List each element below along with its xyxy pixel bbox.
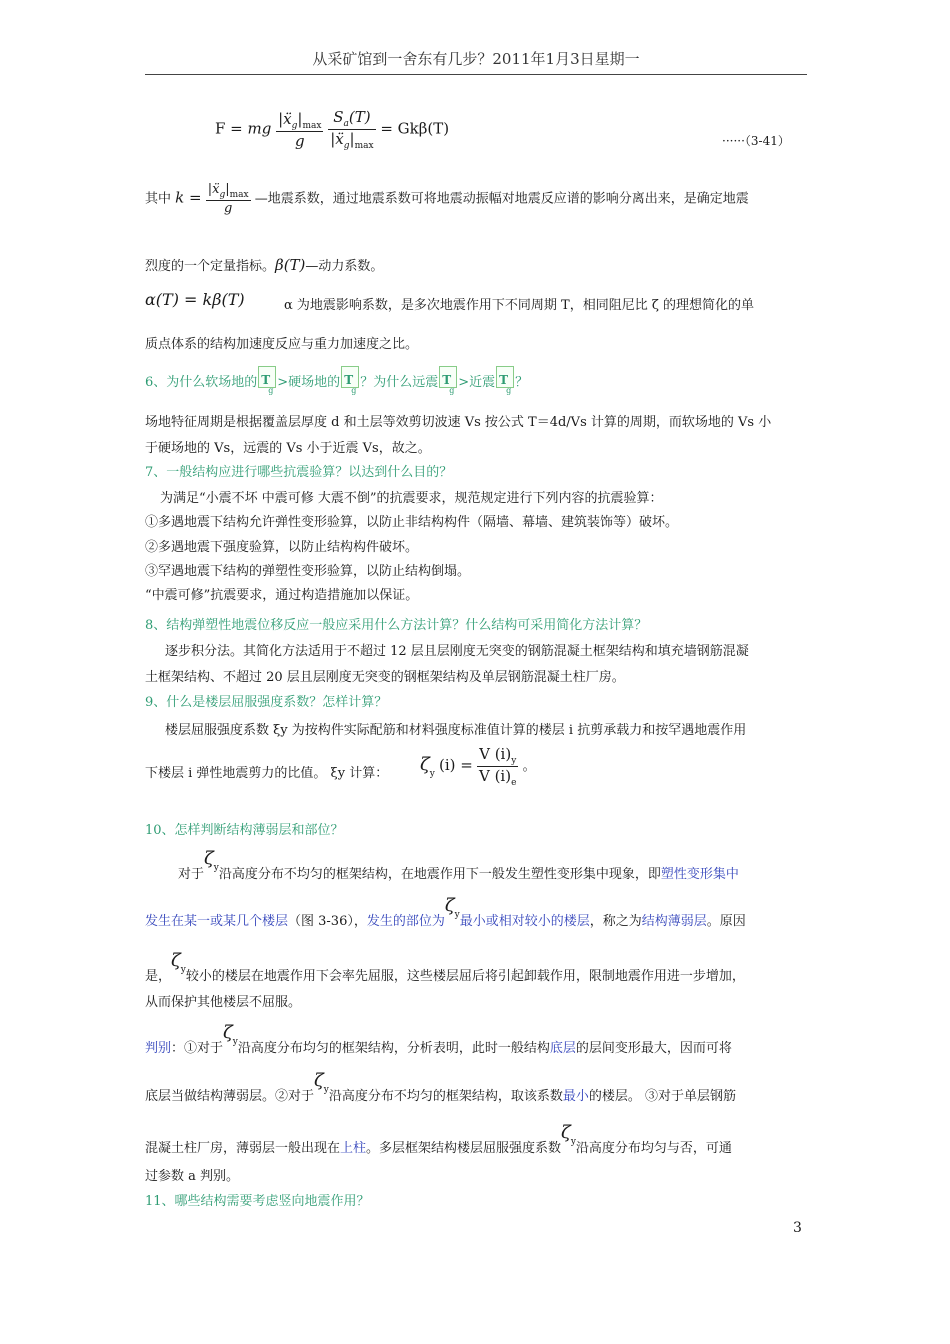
judge-l1-b: 沿高度分布均匀的框架结构，分析表明，此时一般结构 (237, 1041, 550, 1056)
judge-label: 判别 (145, 1041, 172, 1056)
answer-7-line1: 为满足“小震不坏 中震可修 大震不倒”的抗震要求，规范规定进行下列内容的抗震验算： (160, 491, 663, 506)
answer-10-line1 (178, 848, 739, 882)
zeta-y-sub: y (323, 1085, 329, 1095)
zeta-symbol: ζ (561, 1122, 571, 1143)
zeta-symbol: ζ (420, 754, 430, 775)
answer-7-line2: ①多遇地震下结构允许弹性变形验算，以防止非结构构件（隔墙、幕墙、建筑装饰等）破坏。 (145, 515, 679, 530)
answer-6-line2: 于硬场地的 Vs，远震的 Vs 小于近震 Vs，故之。 (145, 441, 431, 456)
q6-part3: ？为什么远震 (360, 375, 439, 390)
k-definition-line (145, 182, 749, 216)
a10-l2-mid2: ，称之为 (589, 914, 642, 929)
a10-l2-blue4: 结构薄弱层 (641, 914, 707, 929)
judge-l3-blue: 上柱 (340, 1141, 367, 1156)
a10-l3-text: 较小的楼层在地震作用下会率先屈服，这些楼层屈后将引起卸载作用，限制地震作用进一步增加， (185, 969, 745, 984)
alpha-line2: 质点体系的结构加速度反应与重力加速度之比。 (145, 337, 419, 352)
formula-g-sub-den: g (343, 141, 350, 151)
answer-10-line2 (145, 895, 746, 929)
judge-line2 (145, 1070, 737, 1104)
a10-l2-mid: （图 3-36）， (288, 914, 367, 929)
zeta-y-sub: y (570, 1137, 576, 1147)
k-prefix: 其中 (145, 191, 172, 207)
zeta-symbol: ζ (444, 895, 455, 916)
answer-7-line3: ②多遇地震下强度验算，以防止结构构件破坏。 (145, 540, 419, 555)
xi-num-sub: y (511, 756, 517, 766)
formula-x-abs: |ẍ (278, 109, 292, 128)
formula-x-abs-den: |ẍ (330, 130, 344, 148)
formula-den-g: g (294, 131, 305, 150)
xi-num: V (i) (479, 745, 512, 763)
alpha-formula: α(T) = kβ(T) (145, 290, 245, 309)
judge-l2-blue: 最小 (562, 1089, 589, 1104)
formula-g-sub: g (291, 120, 298, 131)
judge-line3 (145, 1122, 732, 1156)
question-8: 8、结构弹塑性地震位移反应一般应采用什么方法计算？什么结构可采用简化方法计算？ (145, 618, 648, 633)
q6-part2: >硬场地的 (277, 375, 341, 390)
xi-fraction (477, 745, 518, 788)
tg-symbol: T g (341, 366, 359, 388)
a10-l2-blue1: 发生在某一或某几个楼层 (145, 914, 289, 929)
judge-line1 (145, 1022, 732, 1056)
q6-part4: >近震 (458, 375, 496, 390)
answer-8-line1: 逐步积分法。其简化方法适用于不超过 12 层且层刚度无突变的钢筋混凝土框架结构和填充墙钢筋混凝 (165, 644, 749, 659)
xi-arg: (i) = (439, 756, 473, 774)
question-7: 7、一般结构应进行哪些抗震验算？以达到什么目的？ (145, 465, 453, 480)
k-def-text: —地震系数，通过地震系数可将地震动振幅对地震反应谱的影响分离出来，是确定地震 (254, 191, 749, 207)
judge-l3-c: 沿高度分布均匀与否，可通 (575, 1141, 732, 1156)
formula-T: (T) (348, 108, 371, 126)
answer-10-line4: 从而保护其他楼层不屈服。 (145, 995, 302, 1010)
formula-mg: mg (247, 119, 272, 138)
answer-7-line5: “中震可修”抗震要求，通过构造措施加以保证。 (145, 588, 419, 603)
a10-l2-end: 。原因 (706, 914, 746, 929)
page-number: 3 (793, 1220, 802, 1236)
k-definition-line2 (145, 250, 810, 282)
page-header: 从采矿馆到一舍东有几步？2011年1月3日星期一 (312, 50, 640, 68)
k-x-abs: |ẍ (207, 182, 220, 197)
xi-formula (420, 745, 536, 788)
formula-sa: S (333, 108, 344, 126)
xi-den: V (i) (478, 767, 512, 785)
answer-10-line3 (145, 950, 745, 984)
formula-tag: ······（3-41） (722, 134, 790, 148)
judge-l2-a: 底层当做结构薄弱层。②对于 (145, 1089, 315, 1104)
question-11: 11、哪些结构需要考虑竖向地震作用？ (145, 1194, 370, 1209)
formula-fraction-accel: $\frac{|ẍ_g|_{max}}{g}$ (278, 109, 322, 150)
zeta-y-sub: y (429, 769, 435, 779)
a10-l1-blue: 塑性变形集中 (660, 867, 739, 882)
judge-l1-c: 的层间变形最大，因而可将 (575, 1041, 732, 1056)
k-fraction: $\frac{|ẍ_g|_{max}}{g}$ (207, 182, 249, 216)
judge-l2-b: 沿高度分布不均匀的框架结构，取该系数 (328, 1089, 563, 1104)
zeta-y-sub: y (213, 863, 219, 873)
answer-8-line2: 土框架结构、不超过 20 层且层刚度无突变的钢框架结构及单层钢筋混凝土柱厂房。 (145, 670, 625, 685)
zeta-symbol: ζ (204, 848, 214, 869)
tg-symbol: T g (496, 366, 514, 388)
k-equals: k = (175, 188, 202, 207)
tg-symbol: T g (258, 366, 276, 388)
xi-end: 。 (522, 759, 536, 774)
a10-l3-pre: 是， (145, 969, 172, 984)
answer-7-line4: ③罕遇地震下结构的弹塑性变形验算，以防止结构倒塌。 (145, 564, 471, 579)
beta-T: β(T) (275, 256, 306, 274)
k-line2-suffix: —动力系数。 (305, 259, 384, 274)
formula-3-41 (215, 108, 449, 151)
zeta-y-sub: y (180, 965, 186, 975)
tg-symbol: T g (439, 366, 457, 388)
judge-l2-c: 的楼层。 ③对于单层钢筋 (588, 1089, 737, 1104)
judge-l1-blue: 底层 (549, 1041, 576, 1056)
k-den: g (224, 201, 233, 216)
question-10: 10、怎样判断结构薄弱层和部位？ (145, 823, 344, 838)
a10-l1-mid: 沿高度分布不均匀的框架结构，在地震作用下一般发生塑性变形集中现象，即 (218, 867, 661, 882)
zeta-symbol: ζ (314, 1070, 324, 1091)
formula-max-den: max (354, 141, 374, 151)
zeta-y-sub: y (232, 1037, 238, 1047)
xi-den-sub: e (511, 778, 517, 788)
k-line2-text: 烈度的一个定量指标。 (145, 259, 276, 274)
formula-fraction-sa: $\frac{S_a(T)}{|ẍ_g|_{max}}$ (330, 108, 374, 151)
q6-part1: 6、为什么软场地的 (145, 375, 258, 390)
a10-l2-blue2: 发生的部位为 (366, 914, 445, 929)
k-max: max (229, 190, 249, 200)
a10-l2-blue3: 最小或相对较小的楼层 (459, 914, 590, 929)
judge-l1-a: ：①对于 (171, 1041, 224, 1056)
formula-lhs: F = (215, 119, 248, 138)
formula-max: max (302, 120, 322, 131)
k-g-sub: g (219, 190, 226, 200)
judge-l3-b: 。多层框架结构楼层屈服强度系数 (366, 1141, 562, 1156)
judge-l3-a: 混凝土柱厂房，薄弱层一般出现在 (145, 1141, 341, 1156)
header-divider (145, 74, 807, 75)
formula-sa-sub: a (343, 119, 349, 129)
judge-line4: 过参数 a 判别。 (145, 1169, 240, 1184)
q6-part5: ？ (515, 375, 529, 390)
question-6 (145, 366, 810, 398)
zeta-symbol: ζ (171, 950, 181, 971)
formula-rhs: = Gkβ(T) (380, 119, 450, 138)
a10-l1-pre: 对于 (178, 867, 205, 882)
answer-9-line1: 楼层屈服强度系数 ξy 为按构件实际配筋和材料强度标准值计算的楼层 i 抗剪承载力和按罕遇地震作用 (165, 723, 747, 738)
answer-9-line2: 下楼层 i 弹性地震剪力的比值。 ξy 计算： (145, 766, 389, 781)
zeta-y-sub: y (454, 910, 460, 920)
answer-6-line1: 场地特征周期是根据覆盖层厚度 d 和土层等效剪切波速 Vs 按公式 T＝4d/Vs 计算的周期，而软场地的 Vs 小 (145, 415, 772, 430)
alpha-text: α 为地震影响系数，是多次地震作用下不同周期 T，相同阻尼比 ζ 的理想简化的单 (284, 298, 755, 313)
zeta-symbol: ζ (223, 1022, 233, 1043)
question-9: 9、什么是楼层屈服强度系数？怎样计算？ (145, 695, 388, 710)
